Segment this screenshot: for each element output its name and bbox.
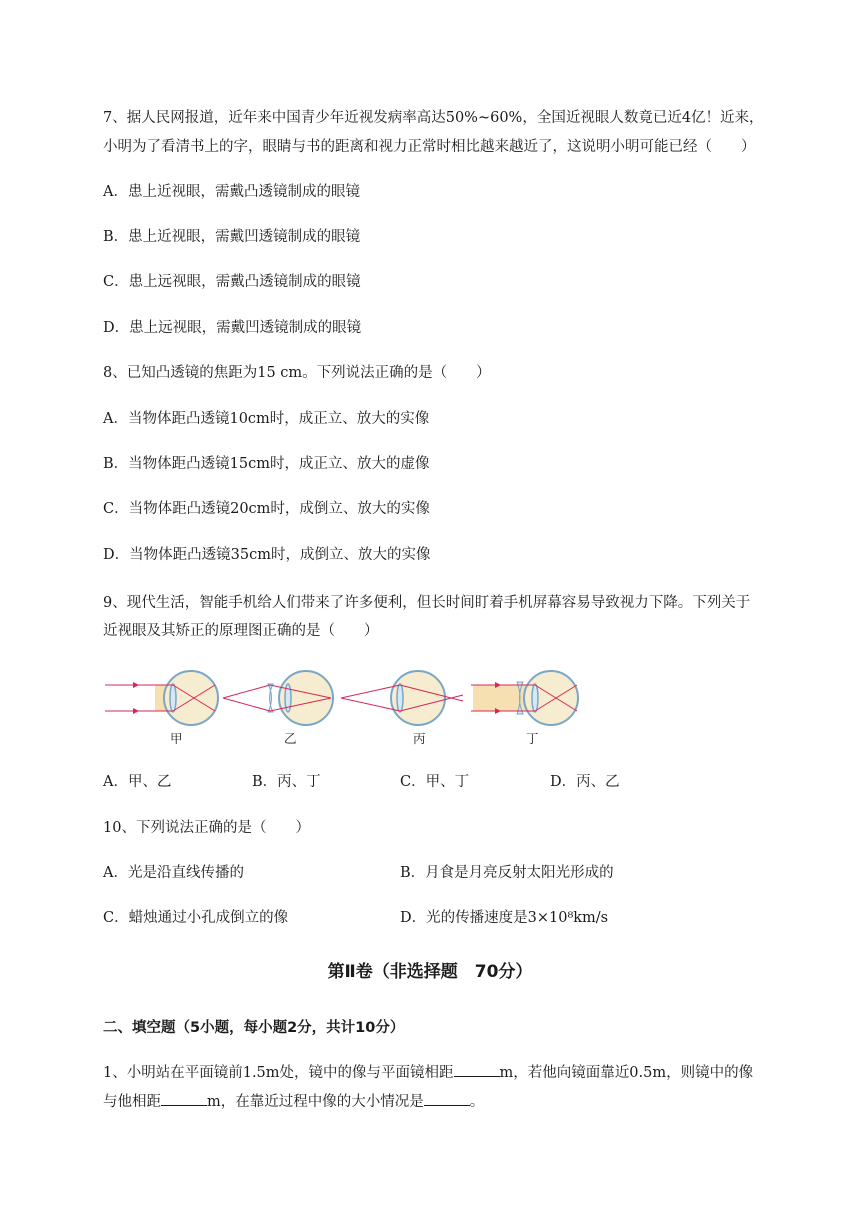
eye-diagram-bing [341,671,463,725]
fill1-text-a: 1、小明站在平面镜前1.5m处，镜中的像与平面镜相距 [103,1065,454,1081]
q7-option-d: D．患上远视眼，需戴凹透镜制成的眼镜 [103,320,362,336]
q7-option-a: A．患上近视眼，需戴凸透镜制成的眼镜 [103,184,360,200]
q8-option-d: D．当物体距凸透镜35cm时，成倒立、放大的实像 [103,547,431,563]
q8-option-c: C．当物体距凸透镜20cm时，成倒立、放大的实像 [103,501,430,517]
figure-label-jia: 甲 [170,731,183,746]
figure-label-ding: 丁 [526,731,539,746]
q8-option-a: A．当物体距凸透镜10cm时，成正立、放大的实像 [103,411,430,427]
q7-stem-line2: 小明为了看清书上的字，眼睛与书的距离和视力正常时相比越来越近了，这说明小明可能已经（ ） [103,139,756,155]
fill1-line2 [103,1091,484,1112]
fill1-line1 [103,1062,753,1083]
eye-diagram-yi [223,671,333,725]
eye-diagram-jia [105,671,218,725]
q9-stem-line1: 9、现代生活，智能手机给人们带来了许多便利，但长时间盯着手机屏幕容易导致视力下降。下列关于 [103,595,751,611]
q7-option-b: B．患上近视眼，需戴凹透镜制成的眼镜 [103,229,361,245]
q10-option-b: B．月食是月亮反射太阳光形成的 [400,865,614,881]
fill1-blank-3[interactable] [424,1091,470,1106]
fill1-blank-1[interactable] [454,1062,500,1077]
q9-option-c: C．甲、丁 [400,774,470,790]
figure-label-yi: 乙 [284,731,297,746]
part2-title: 第Ⅱ卷（非选择题 70分） [327,962,533,982]
q8-stem: 8、已知凸透镜的焦距为15 cm。下列说法正确的是（ ） [103,365,491,381]
q9-option-d: D．丙、乙 [550,774,620,790]
eye-diagram-ding [471,671,578,725]
q9-stem-line2: 近视眼及其矫正的原理图正确的是（ ） [103,623,379,639]
q9-option-b: B．丙、丁 [252,774,321,790]
q7-option-c: C．患上远视眼，需戴凸透镜制成的眼镜 [103,274,361,290]
fill-in-section-heading: 二、填空题（5小题，每小题2分，共计10分） [103,1020,405,1036]
q7-stem-line1: 7、据人民网报道，近年来中国青少年近视发病率高达50%~60%，全国近视眼人数竟已近4亿！近来， [103,110,764,126]
fill1-text-e: 。 [469,1094,485,1110]
figure-label-bing: 丙 [413,731,426,746]
q10-option-c: C．蜡烛通过小孔成倒立的像 [103,910,289,926]
fill1-text-b: m，若他向镜面靠近0.5m，则镜中的像 [499,1065,754,1081]
q10-stem: 10、下列说法正确的是（ ） [103,820,310,836]
q9-option-a: A．甲、乙 [103,774,172,790]
q8-option-b: B．当物体距凸透镜15cm时，成正立、放大的虚像 [103,456,430,472]
fill1-blank-2[interactable] [161,1091,207,1106]
q10-option-a: A．光是沿直线传播的 [103,865,244,881]
q10-option-d: D．光的传播速度是3×10⁸km/s [400,910,609,926]
fill1-text-c: 与他相距 [103,1094,161,1110]
fill1-text-d: m，在靠近过程中像的大小情况是 [207,1094,424,1110]
